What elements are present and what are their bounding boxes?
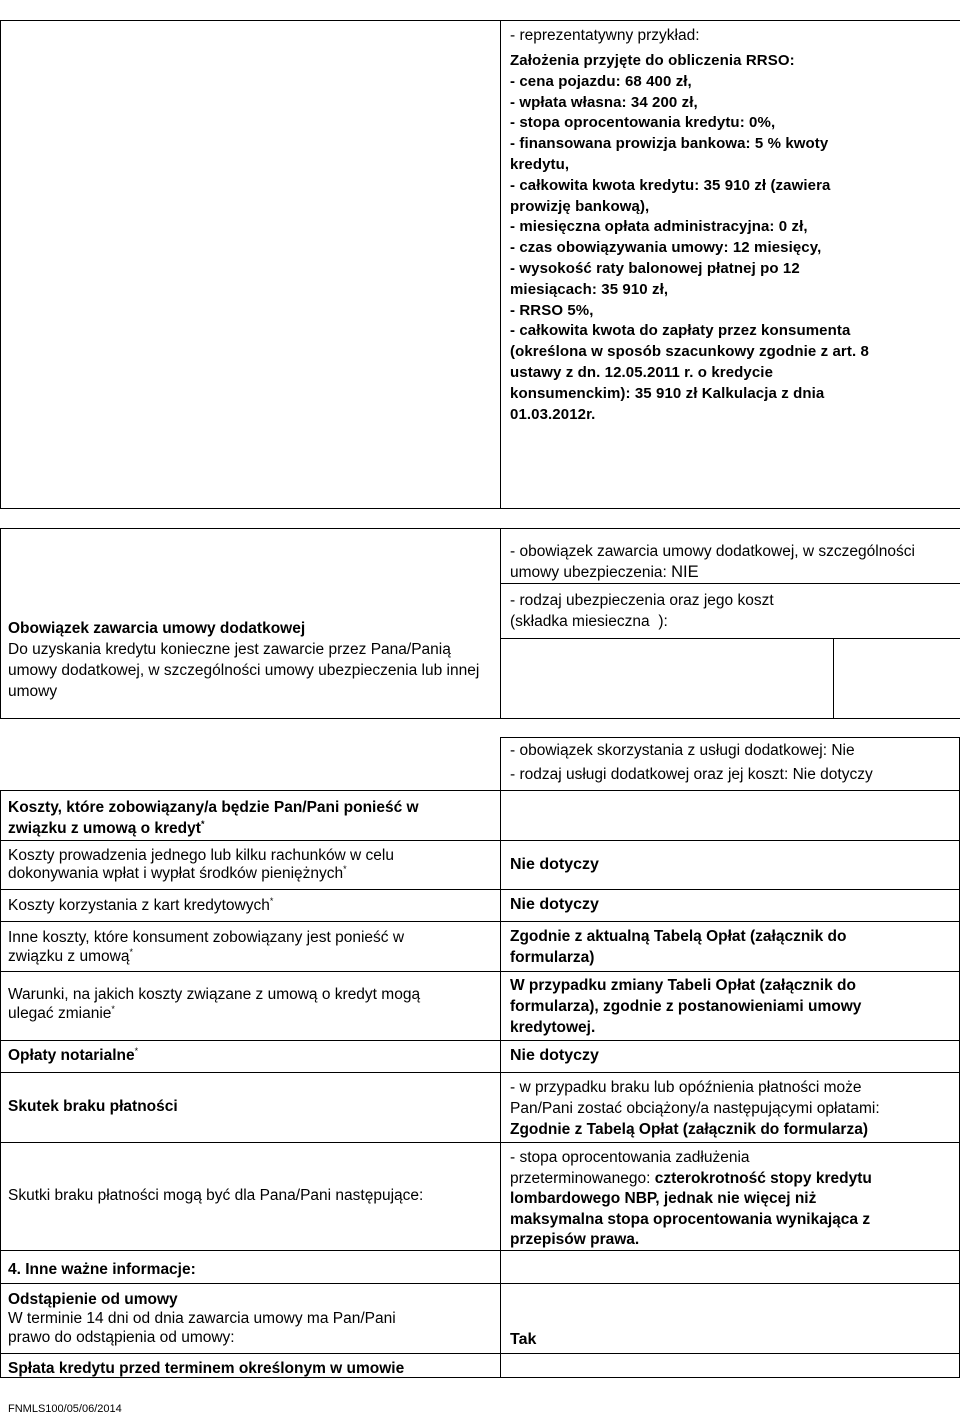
additional-contract-text: Do uzyskania kredytu konieczne jest zawarcie przez Pana/Panią umowy dodatkowej, w szczególności umowy ubezpieczenia lub innej umowy: [8, 641, 480, 701]
cost-change-value1: W przypadku zmiany Tabeli Opłat (załącznik do: [510, 977, 856, 994]
rate-line3: lombardowego NBP, jednak nie więcej niż: [510, 1190, 817, 1207]
premium-type: miesieczna: [572, 613, 650, 630]
example-assumptions: [510, 51, 869, 425]
example-line: - całkowita kwota do zapłaty przez konsumenta: [510, 322, 851, 340]
service-type-value: Nie dotyczy: [792, 766, 873, 783]
cost-other-value1: Zgodnie z aktualną Tabelą Opłat (załącznik do: [510, 928, 847, 945]
rate-line2b: czterokrotność stopy kredytu: [654, 1169, 872, 1187]
example-line: konsumenckim): 35 910 zł Kalkulacja z dnia: [510, 384, 825, 402]
cost-accounts-label1: Koszty prowadzenia jednego lub kilku rachunków w celu: [8, 847, 394, 864]
prepayment-title: Spłata kredytu przed terminem określonym w umowie: [8, 1360, 405, 1377]
additional-contract-desc: [8, 619, 493, 702]
cost-change-value: [510, 975, 861, 1038]
insurance-obligation: [510, 541, 950, 583]
example-line: 01.03.2012r.: [510, 405, 596, 423]
costs-title-line1: Koszty, które zobowiązany/a będzie Pan/Pani ponieść w: [8, 799, 419, 816]
example-line: - RRSO 5%,: [510, 301, 594, 319]
cost-change-label1: Warunki, na jakich koszty związane z umową o kredyt mogą: [8, 986, 421, 1003]
cost-other: [8, 928, 496, 966]
cost-change-value3: kredytowej.: [510, 1019, 596, 1036]
costs-title-line2: związku z umową o kredyt: [8, 820, 201, 837]
costs-title: [8, 797, 496, 839]
insurance-type-label: - rodzaj ubezpieczenia oraz jego koszt: [510, 592, 774, 609]
cost-accounts: [8, 847, 496, 883]
insurance-premium: [510, 611, 950, 632]
cost-change-value2: formularza), zgodnie z postanowieniami umowy: [510, 998, 862, 1015]
nonpayment-fees: [510, 1077, 880, 1140]
example-line: - finansowana prowizja bankowa: 5 % kwoty: [510, 135, 829, 153]
example-line: - stopa oprocentowania kredytu: 0%,: [510, 114, 776, 132]
service-obligation-label: - obowiązek skorzystania z usługi dodatkowej:: [510, 742, 828, 759]
premium-prefix: (składka: [510, 613, 568, 630]
asterisk: *: [200, 818, 205, 829]
cost-other-label1: Inne koszty, które konsument zobowiązany jest ponieść w: [8, 929, 405, 946]
insurance-obligation-value: NIE: [671, 563, 699, 581]
cost-other-value2: formularza): [510, 949, 595, 966]
cost-accounts-value: Nie dotyczy: [510, 856, 599, 873]
cost-cards-label: Koszty korzystania z kart kredytowych: [8, 897, 270, 914]
example-line: miesiącach: 35 910 zł,: [510, 280, 669, 298]
rate-line2a: przeterminowanego:: [510, 1169, 651, 1187]
example-line: ustawy z dn. 12.05.2011 r. o kredycie: [510, 363, 774, 381]
cost-notary: [8, 1046, 138, 1066]
withdrawal-value: Tak: [510, 1331, 537, 1348]
example-line: - czas obowiązywania umowy: 12 miesięcy,: [510, 239, 822, 257]
cost-change-label2: ulegać zmianie: [8, 1005, 112, 1022]
premium-suffix: ):: [658, 613, 668, 630]
nonpayment-rate: [510, 1148, 872, 1251]
service-obligation-value: Nie: [831, 742, 855, 759]
nonpayment-fee1: - w przypadku braku lub opóźnienia płatności może: [510, 1079, 862, 1096]
cost-cards: [8, 896, 273, 916]
insurance-obligation-label: - obowiązek zawarcia umowy dodatkowej, w szczególności umowy ubezpieczenia:: [510, 543, 915, 581]
footer-code: FNMLS100/05/06/2014: [8, 1403, 122, 1415]
example-line: - miesięczna opłata administracyjna: 0 zł,: [510, 218, 808, 236]
cost-notary-label: Opłaty notarialne: [8, 1047, 135, 1064]
asterisk: *: [129, 946, 133, 957]
rate-line5: przepisów prawa.: [510, 1231, 640, 1248]
example-line: - całkowita kwota kredytu: 35 910 zł (zawiera: [510, 176, 831, 194]
asterisk: *: [134, 1045, 139, 1056]
cost-other-label2: związku z umową: [8, 948, 130, 965]
example-line: prowizję bankową),: [510, 197, 650, 215]
nonpayment-title: Skutek braku płatności: [8, 1098, 178, 1115]
withdrawal-title: Odstąpienie od umowy: [8, 1291, 178, 1308]
asterisk: *: [343, 863, 347, 874]
service-type-label: - rodzaj usługi dodatkowej oraz jej koszt:: [510, 766, 789, 783]
insurance-type: [510, 590, 950, 632]
example-intro: - reprezentatywny przykład:: [510, 27, 700, 44]
cost-cards-value: Nie dotyczy: [510, 896, 599, 913]
nonpayment-consequences: Skutki braku płatności mogą być dla Pana/Pani następujące:: [8, 1187, 424, 1204]
nonpayment-fee3: Zgodnie z Tabelą Opłat (załącznik do formularza): [510, 1121, 868, 1138]
example-line: Założenia przyjęte do obliczenia RRSO:: [510, 52, 795, 69]
service-info: [510, 739, 873, 787]
example-line: - wpłata własna: 34 200 zł,: [510, 93, 698, 111]
section4-title: 4. Inne ważne informacje:: [8, 1261, 196, 1278]
asterisk: *: [269, 895, 274, 906]
cost-accounts-label2: dokonywania wpłat i wypłat środków pieniężnych: [8, 865, 344, 882]
example-line: - cena pojazdu: 68 400 zł,: [510, 72, 692, 90]
cost-notary-value: Nie dotyczy: [510, 1047, 599, 1064]
cost-change: [8, 985, 496, 1023]
asterisk: *: [111, 1003, 115, 1014]
additional-contract-title: Obowiązek zawarcia umowy dodatkowej: [8, 620, 306, 637]
example-line: - wysokość raty balonowej płatnej po 12: [510, 259, 800, 277]
example-line: (określona w sposób szacunkowy zgodnie z art. 8: [510, 343, 869, 361]
withdrawal: [8, 1290, 496, 1347]
rate-line4: maksymalna stopa oprocentowania wynikająca z: [510, 1210, 871, 1228]
nonpayment-fee2: Pan/Pani zostać obciążony/a następującymi opłatami:: [510, 1100, 880, 1117]
withdrawal-text1: W terminie 14 dni od dnia zawarcia umowy ma Pan/Pani: [8, 1310, 396, 1327]
withdrawal-text2: prawo do odstąpienia od umowy:: [8, 1329, 235, 1346]
cost-other-value: [510, 926, 846, 968]
rate-line1: - stopa oprocentowania zadłużenia: [510, 1149, 750, 1166]
example-line: kredytu,: [510, 155, 570, 173]
